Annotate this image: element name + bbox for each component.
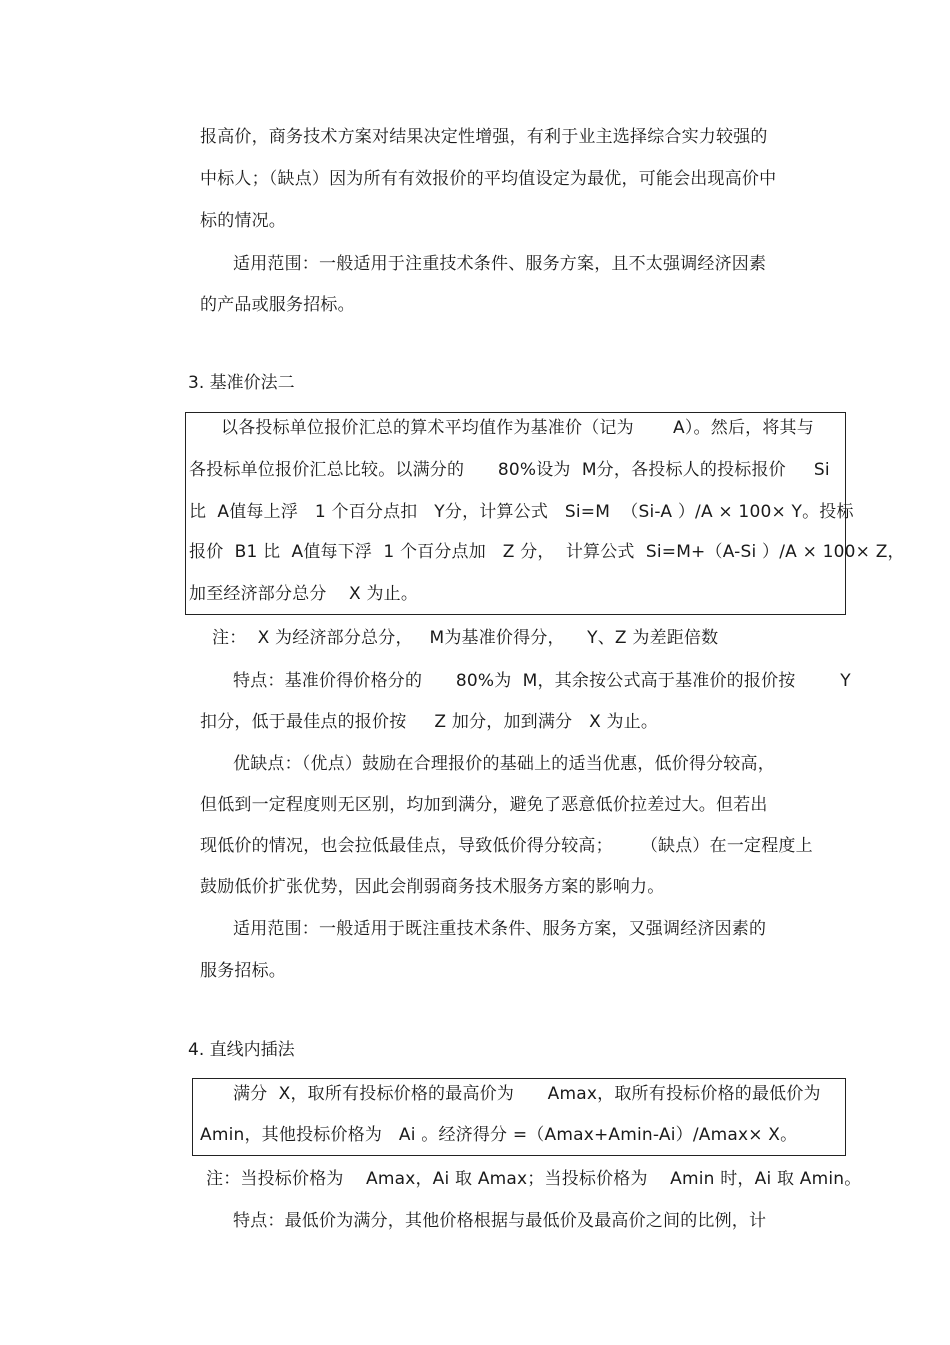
paragraph-line: 扣分，低于最佳点的报价按 Z 加分，加到满分 X 为止。 <box>200 712 659 732</box>
paragraph-line: 的产品或服务招标。 <box>200 295 355 315</box>
box-line: 满分 X，取所有投标价格的最高价为 Amax，取所有投标价格的最低价为 <box>233 1084 821 1104</box>
paragraph-line: 中标人；（缺点）因为所有有效报价的平均值设定为最优，可能会出现高价中 <box>200 169 777 189</box>
paragraph-line: 报高价，商务技术方案对结果决定性增强，有利于业主选择综合实力较强的 <box>200 127 768 147</box>
paragraph-line: 适用范围：一般适用于注重技术条件、服务方案，且不太强调经济因素 <box>233 254 767 274</box>
box-line: 以各投标单位报价汇总的算术平均值作为基准价（记为 A）。然后，将其与 <box>221 418 814 438</box>
paragraph-line: 但低到一定程度则无区别，均加到满分，避免了恶意低价拉差过大。但若出 <box>200 795 768 815</box>
section-heading: 4. 直线内插法 <box>188 1040 295 1060</box>
note-line: 注：当投标价格为 Amax，Ai 取 Amax；当投标价格为 Amin 时，Ai 取 Amin。 <box>206 1169 862 1189</box>
paragraph-line: 服务招标。 <box>200 961 286 981</box>
section-heading: 3. 基准价法二 <box>188 373 295 393</box>
paragraph-line: 现低价的情况，也会拉低最佳点，导致低价得分较高； （缺点）在一定程度上 <box>200 836 813 856</box>
paragraph-line: 鼓励低价扩张优势，因此会削弱商务技术服务方案的影响力。 <box>200 877 665 897</box>
box-line: 比 A值每上浮 1 个百分点扣 Y分，计算公式 Si=M （Si-A ）/A × 100× Y。投标 <box>189 502 854 522</box>
note-line: 注： X 为经济部分总分， M为基准价得分， Y、Z 为差距倍数 <box>212 628 719 648</box>
paragraph-line: 优缺点：（优点）鼓励在合理报价的基础上的适当优惠，低价得分较高， <box>233 754 775 774</box>
paragraph-line: 特点：最低价为满分，其他价格根据与最低价及最高价之间的比例，计 <box>233 1211 767 1231</box>
box-line: 各投标单位报价汇总比较。以满分的 80%设为 M分，各投标人的投标报价 Si <box>189 460 830 480</box>
paragraph-line: 适用范围：一般适用于既注重技术条件、服务方案，又强调经济因素的 <box>233 919 767 939</box>
paragraph-line: 特点：基准价得价格分的 80%为 M，其余按公式高于基准价的报价按 Y <box>233 671 851 691</box>
box-line: 报价 B1 比 A值每下浮 1 个百分点加 Z 分， 计算公式 Si=M+（A-Si ）/A × 100× Z， <box>189 542 905 562</box>
paragraph-line: 标的情况。 <box>200 211 286 231</box>
box-line: Amin，其他投标价格为 Ai 。经济得分 =（Amax+Amin-Ai）/Amax× X。 <box>200 1125 798 1145</box>
box-line: 加至经济部分总分 X 为止。 <box>189 584 419 604</box>
